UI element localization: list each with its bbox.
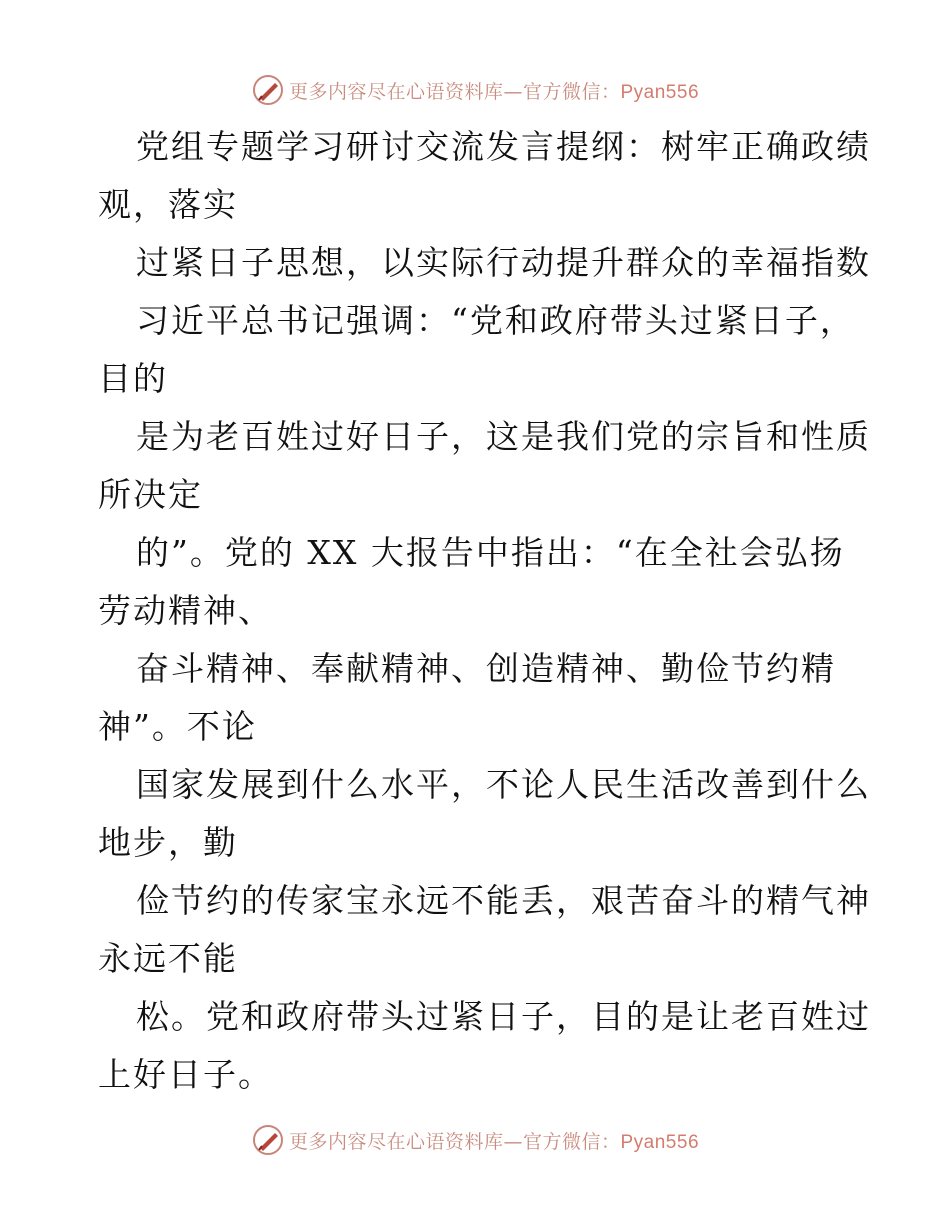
text-line: 国家发展到什么水平，不论人民生活改善到什么 bbox=[136, 765, 871, 804]
header-watermark bbox=[0, 70, 950, 110]
watermark-text: 更多内容尽在心语资料库—官方微信：Pyan556 bbox=[288, 1130, 700, 1153]
text-line: 松。党和政府带头过紧日子，目的是让老百姓过 bbox=[136, 997, 871, 1036]
text-line: 党组专题学习研讨交流发言提纲：树牢正确政绩 bbox=[136, 127, 871, 166]
text-line: 的”。党的 XX 大报告中指出：“在全社会弘扬 bbox=[136, 533, 845, 572]
quill-pen-icon bbox=[251, 73, 285, 107]
text-line: 俭节约的传家宝永远不能丢，艰苦奋斗的精气神 bbox=[136, 881, 871, 920]
text-line: 习近平总书记强调：“党和政府带头过紧日子， bbox=[136, 301, 855, 340]
document-body bbox=[98, 118, 871, 1104]
quill-pen-icon bbox=[251, 1123, 285, 1157]
footer-watermark bbox=[0, 1120, 950, 1160]
text-line: 所决定 bbox=[98, 475, 203, 514]
watermark-text: 更多内容尽在心语资料库—官方微信：Pyan556 bbox=[288, 80, 700, 103]
text-line: 地步，勤 bbox=[98, 823, 238, 862]
text-line: 奋斗精神、奉献精神、创造精神、勤俭节约精 bbox=[136, 649, 836, 688]
text-line: 过紧日子思想，以实际行动提升群众的幸福指数 bbox=[136, 243, 871, 282]
text-line: 永远不能 bbox=[98, 939, 238, 978]
text-line: 观，落实 bbox=[98, 185, 238, 224]
text-line: 目的 bbox=[98, 359, 168, 398]
text-line: 神”。不论 bbox=[98, 707, 257, 746]
text-line: 劳动精神、 bbox=[98, 591, 273, 630]
text-line: 是为老百姓过好日子，这是我们党的宗旨和性质 bbox=[136, 417, 871, 456]
text-line: 上好日子。 bbox=[98, 1055, 273, 1094]
